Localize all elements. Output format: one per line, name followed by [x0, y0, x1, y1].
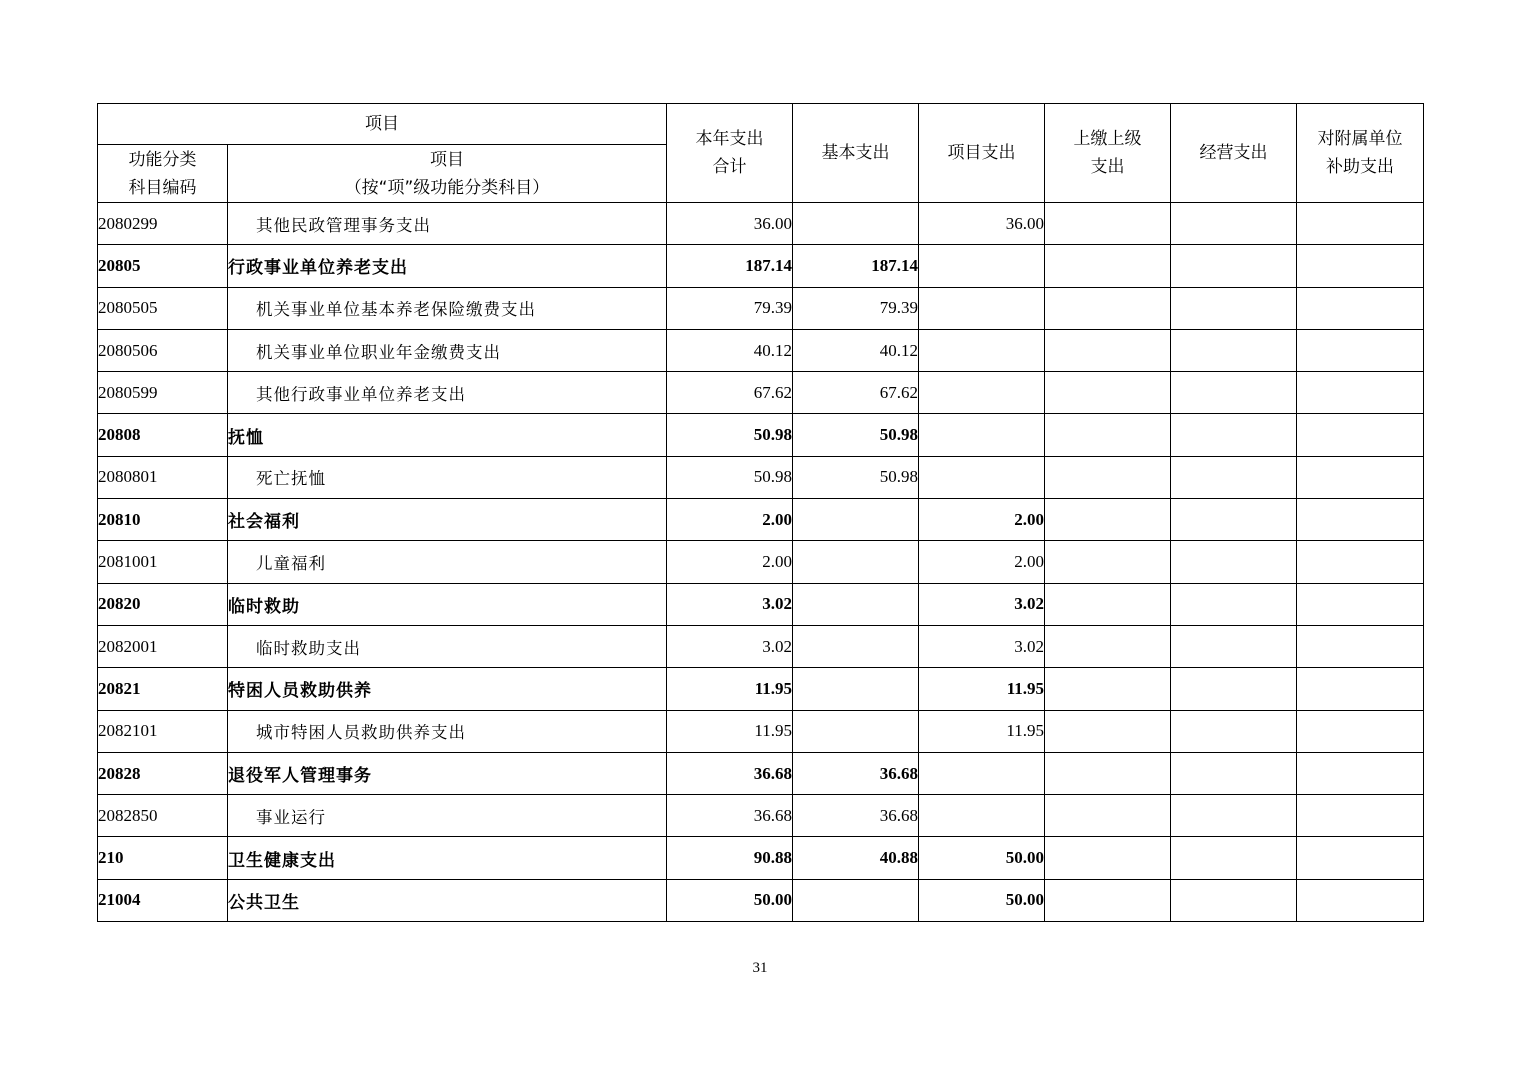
- total-cell: 67.62: [667, 372, 793, 414]
- upper-cell: [1045, 668, 1171, 710]
- business-cell: [1171, 372, 1297, 414]
- total-cell: 2.00: [667, 541, 793, 583]
- total-cell: 36.00: [667, 203, 793, 245]
- project-cell: 50.00: [919, 837, 1045, 879]
- project-cell: 11.95: [919, 710, 1045, 752]
- business-cell: [1171, 203, 1297, 245]
- table-row: [98, 203, 1424, 245]
- total-header: 本年支出 合计: [667, 104, 793, 203]
- name-cell: 特困人员救助供养: [228, 668, 667, 710]
- upper-cell: [1045, 625, 1171, 667]
- subsidy-cell: [1297, 245, 1424, 287]
- total-cell: 79.39: [667, 287, 793, 329]
- table-row: [98, 414, 1424, 456]
- business-cell: [1171, 456, 1297, 498]
- subsidy-cell: [1297, 287, 1424, 329]
- table-row: [98, 245, 1424, 287]
- table-row: [98, 583, 1424, 625]
- table-row: [98, 668, 1424, 710]
- name-cell: 卫生健康支出: [228, 837, 667, 879]
- name-cell: 事业运行: [228, 795, 667, 837]
- upper-cell: [1045, 710, 1171, 752]
- upper-cell: [1045, 879, 1171, 921]
- basic-cell: 79.39: [793, 287, 919, 329]
- project-cell: 11.95: [919, 668, 1045, 710]
- basic-cell: [793, 583, 919, 625]
- total-cell: 36.68: [667, 752, 793, 794]
- project-cell: 50.00: [919, 879, 1045, 921]
- name-cell: 机关事业单位职业年金缴费支出: [228, 329, 667, 371]
- subsidy-cell: [1297, 541, 1424, 583]
- basic-cell: 67.62: [793, 372, 919, 414]
- table-row: [98, 499, 1424, 541]
- basic-cell: [793, 541, 919, 583]
- code-cell: 2082001: [98, 625, 228, 667]
- basic-cell: 187.14: [793, 245, 919, 287]
- subsidy-cell: [1297, 203, 1424, 245]
- basic-cell: [793, 879, 919, 921]
- upper-cell: [1045, 752, 1171, 794]
- total-cell: 50.98: [667, 414, 793, 456]
- subsidy-cell: [1297, 329, 1424, 371]
- table-row: [98, 625, 1424, 667]
- project-cell: 3.02: [919, 583, 1045, 625]
- total-cell: 40.12: [667, 329, 793, 371]
- page-number: 31: [752, 960, 768, 976]
- business-cell: [1171, 710, 1297, 752]
- subsidy-header: 对附属单位 补助支出: [1297, 104, 1424, 203]
- subsidy-cell: [1297, 668, 1424, 710]
- project-cell: 2.00: [919, 499, 1045, 541]
- business-cell: [1171, 287, 1297, 329]
- project-cell: [919, 456, 1045, 498]
- project-cell: [919, 795, 1045, 837]
- upper-cell: [1045, 499, 1171, 541]
- upper-cell: [1045, 245, 1171, 287]
- table-row: [98, 287, 1424, 329]
- total-cell: 11.95: [667, 710, 793, 752]
- name-cell: 其他民政管理事务支出: [228, 203, 667, 245]
- name-cell: 城市特困人员救助供养支出: [228, 710, 667, 752]
- business-cell: [1171, 625, 1297, 667]
- name-cell: 其他行政事业单位养老支出: [228, 372, 667, 414]
- business-header: 经营支出: [1171, 104, 1297, 203]
- code-cell: 2082101: [98, 710, 228, 752]
- subsidy-cell: [1297, 456, 1424, 498]
- code-cell: 2082850: [98, 795, 228, 837]
- upper-cell: [1045, 837, 1171, 879]
- upper-cell: [1045, 456, 1171, 498]
- subsidy-cell: [1297, 414, 1424, 456]
- upper-cell: [1045, 795, 1171, 837]
- table-row: [98, 710, 1424, 752]
- project-cell: [919, 287, 1045, 329]
- business-cell: [1171, 414, 1297, 456]
- table-row: [98, 879, 1424, 921]
- upper-cell: [1045, 329, 1171, 371]
- subsidy-cell: [1297, 499, 1424, 541]
- total-cell: 11.95: [667, 668, 793, 710]
- name-cell: 社会福利: [228, 499, 667, 541]
- subsidy-cell: [1297, 879, 1424, 921]
- code-cell: 210: [98, 837, 228, 879]
- code-cell: 2080599: [98, 372, 228, 414]
- code-cell: 2080505: [98, 287, 228, 329]
- total-cell: 50.00: [667, 879, 793, 921]
- project-cell: 2.00: [919, 541, 1045, 583]
- upper-cell: [1045, 583, 1171, 625]
- upper-cell: [1045, 203, 1171, 245]
- business-cell: [1171, 329, 1297, 371]
- code-cell: 2081001: [98, 541, 228, 583]
- total-cell: 36.68: [667, 795, 793, 837]
- basic-cell: [793, 710, 919, 752]
- basic-cell: [793, 668, 919, 710]
- business-cell: [1171, 879, 1297, 921]
- name-cell: 抚恤: [228, 414, 667, 456]
- project-cell: 3.02: [919, 625, 1045, 667]
- basic-cell: 50.98: [793, 456, 919, 498]
- basic-cell: 40.12: [793, 329, 919, 371]
- table-row: [98, 752, 1424, 794]
- table-row: [98, 541, 1424, 583]
- upper-cell: [1045, 541, 1171, 583]
- subsidy-cell: [1297, 625, 1424, 667]
- item-group-header: 项目: [98, 104, 667, 145]
- total-cell: 50.98: [667, 456, 793, 498]
- subsidy-cell: [1297, 583, 1424, 625]
- code-cell: 21004: [98, 879, 228, 921]
- name-cell: 死亡抚恤: [228, 456, 667, 498]
- basic-cell: [793, 203, 919, 245]
- business-cell: [1171, 245, 1297, 287]
- basic-cell: 36.68: [793, 752, 919, 794]
- project-cell: [919, 372, 1045, 414]
- project-cell: 36.00: [919, 203, 1045, 245]
- table-row: [98, 372, 1424, 414]
- code-cell: 2080299: [98, 203, 228, 245]
- name-cell: 临时救助: [228, 583, 667, 625]
- basic-cell: 50.98: [793, 414, 919, 456]
- table-row: [98, 795, 1424, 837]
- table-row: [98, 329, 1424, 371]
- total-cell: 90.88: [667, 837, 793, 879]
- total-cell: 187.14: [667, 245, 793, 287]
- upper-header: 上缴上级 支出: [1045, 104, 1171, 203]
- upper-cell: [1045, 287, 1171, 329]
- basic-cell: 40.88: [793, 837, 919, 879]
- upper-cell: [1045, 414, 1171, 456]
- upper-cell: [1045, 372, 1171, 414]
- code-cell: 20808: [98, 414, 228, 456]
- code-cell: 2080801: [98, 456, 228, 498]
- name-cell: 临时救助支出: [228, 625, 667, 667]
- name-cell: 公共卫生: [228, 879, 667, 921]
- subsidy-cell: [1297, 837, 1424, 879]
- name-header: 项目 （按“项”级功能分类科目）: [228, 145, 667, 203]
- table-row: [98, 456, 1424, 498]
- name-cell: 退役军人管理事务: [228, 752, 667, 794]
- business-cell: [1171, 668, 1297, 710]
- code-cell: 20805: [98, 245, 228, 287]
- basic-cell: [793, 499, 919, 541]
- basic-cell: [793, 625, 919, 667]
- total-cell: 3.02: [667, 583, 793, 625]
- code-cell: 20828: [98, 752, 228, 794]
- project-cell: [919, 414, 1045, 456]
- project-header: 项目支出: [919, 104, 1045, 203]
- code-cell: 2080506: [98, 329, 228, 371]
- code-cell: 20821: [98, 668, 228, 710]
- expenditure-table: [97, 103, 1424, 922]
- code-cell: 20810: [98, 499, 228, 541]
- name-cell: 行政事业单位养老支出: [228, 245, 667, 287]
- project-cell: [919, 329, 1045, 371]
- basic-header: 基本支出: [793, 104, 919, 203]
- business-cell: [1171, 795, 1297, 837]
- subsidy-cell: [1297, 710, 1424, 752]
- basic-cell: 36.68: [793, 795, 919, 837]
- subsidy-cell: [1297, 795, 1424, 837]
- code-cell: 20820: [98, 583, 228, 625]
- code-header: 功能分类 科目编码: [98, 145, 228, 203]
- subsidy-cell: [1297, 372, 1424, 414]
- total-cell: 2.00: [667, 499, 793, 541]
- business-cell: [1171, 837, 1297, 879]
- project-cell: [919, 245, 1045, 287]
- name-cell: 儿童福利: [228, 541, 667, 583]
- business-cell: [1171, 583, 1297, 625]
- business-cell: [1171, 499, 1297, 541]
- table-row: [98, 837, 1424, 879]
- subsidy-cell: [1297, 752, 1424, 794]
- name-cell: 机关事业单位基本养老保险缴费支出: [228, 287, 667, 329]
- total-cell: 3.02: [667, 625, 793, 667]
- business-cell: [1171, 541, 1297, 583]
- project-cell: [919, 752, 1045, 794]
- business-cell: [1171, 752, 1297, 794]
